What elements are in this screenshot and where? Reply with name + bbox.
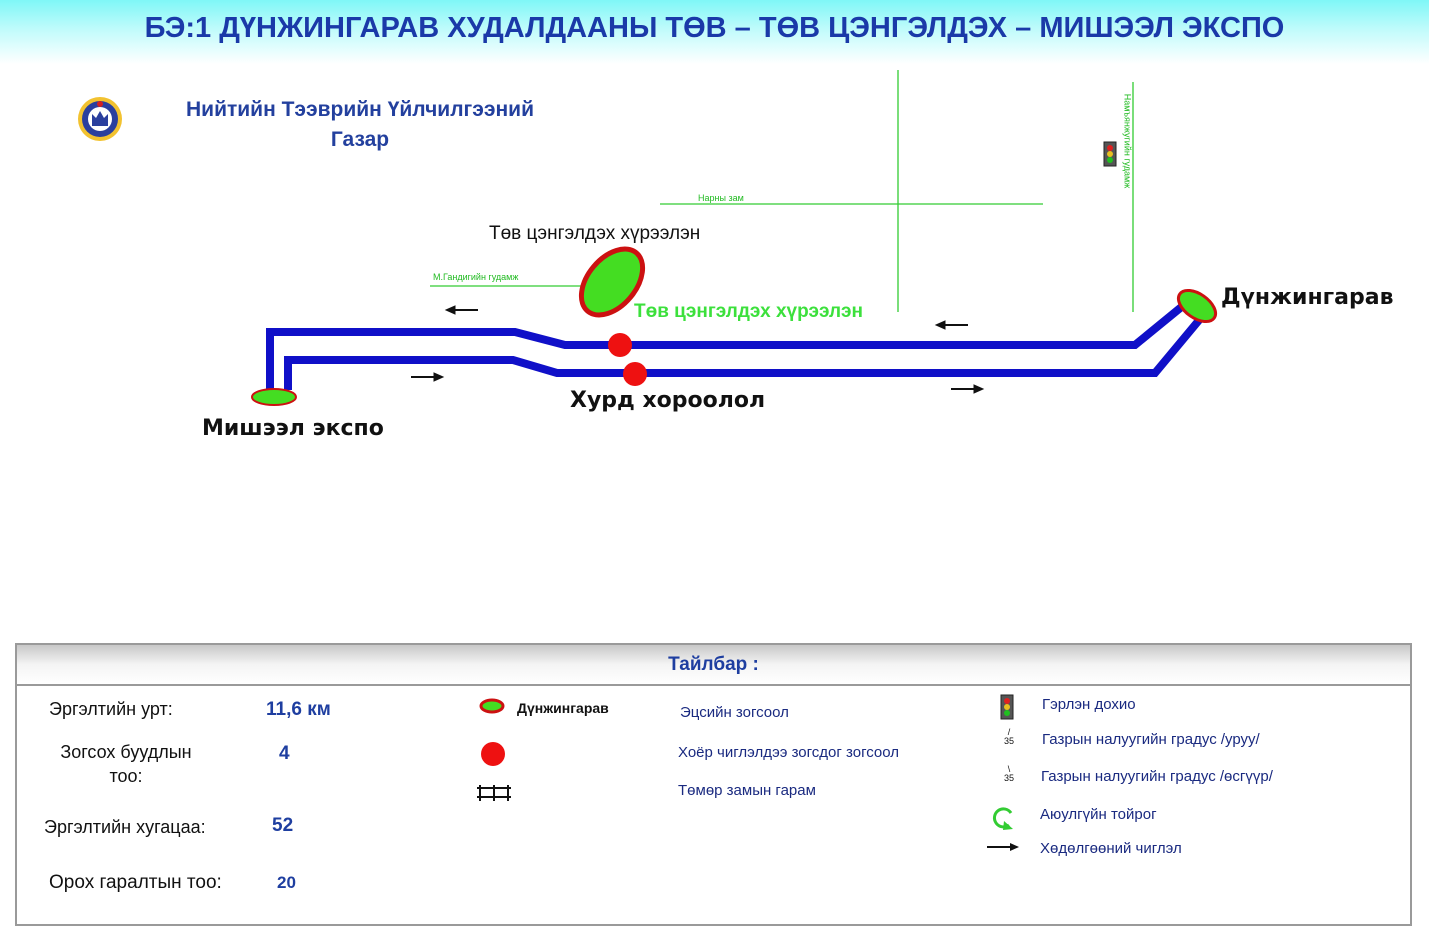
terminal-icon <box>478 697 506 715</box>
stat-trips-value: 20 <box>277 873 296 892</box>
direction-arrow-icon <box>411 373 443 381</box>
stat-stop-count-label-line2: тоо: <box>109 766 143 786</box>
route-line-inbound <box>288 313 1205 390</box>
roundabout-icon <box>989 805 1017 831</box>
slope-down-icon: / 35 <box>997 728 1021 746</box>
legend-terminal-desc: Эцсийн зогсоол <box>680 704 789 721</box>
street-narny-zam-label: Нарны зам <box>698 193 744 203</box>
street-gandi-label: М.Гандигийн гудамж <box>433 272 519 282</box>
legend-terminal-name: Дүнжингарав <box>517 700 609 716</box>
legend-title: Тайлбар : <box>668 654 759 675</box>
legend-panel <box>15 643 1412 926</box>
stat-stop-count-value: 4 <box>279 743 290 764</box>
legend-rail-desc: Төмөр замын гарам <box>678 782 816 799</box>
traffic-light-icon <box>1000 694 1014 720</box>
terminal-misheel-expo-label: Мишээл экспо <box>202 416 384 441</box>
stop-dot-lower <box>623 362 647 386</box>
stop-khurd-label: Хурд хороолол <box>570 388 766 413</box>
stat-route-length-value: 11,6 км <box>266 699 331 720</box>
legend-two-way-desc: Хоёр чиглэлдээ зогсдог зогсоол <box>678 744 899 761</box>
street-namyanju-label: Намъянжугийн гудамж <box>1122 93 1133 189</box>
slope-up-value: 35 <box>1003 773 1014 783</box>
direction-arrow-icon <box>951 385 983 393</box>
stat-stop-count-label <box>51 742 201 787</box>
legend-slope-down: Газрын налуугийн градус /уруу/ <box>1042 731 1260 748</box>
stop-dot-upper <box>608 333 632 357</box>
slope-down-value: 35 <box>1003 736 1014 746</box>
legend-slope-up: Газрын налуугийн градус /өсгүүр/ <box>1041 768 1273 785</box>
legend-direction: Хөдөлгөөний чиглэл <box>1040 840 1182 857</box>
stadium-stop-label: Төв цэнгэлдэх хүрээлэн <box>634 301 864 322</box>
stat-route-length-label: Эргэлтийн урт: <box>49 699 173 719</box>
legend-header <box>17 645 1410 686</box>
route-title: БЭ:1 ДҮНЖИНГАРАВ ХУДАЛДААНЫ ТӨВ – ТӨВ ЦЭНГЭЛДЭХ – МИШЭЭЛ ЭКСПО <box>144 12 1285 44</box>
stadium-label: Төв цэнгэлдэх хүрээлэн <box>489 223 701 244</box>
direction-arrow-icon <box>936 321 968 329</box>
slope-up-icon: \ 35 <box>997 765 1021 783</box>
direction-arrow-icon <box>986 841 1020 853</box>
terminal-misheel-expo-marker <box>252 389 296 405</box>
stat-stop-count-label-line1: Зогсох буудлын <box>60 742 192 762</box>
stop-dot-icon <box>479 740 507 768</box>
terminal-dunjingarav-label: Дүнжингарав <box>1221 285 1394 310</box>
stat-duration-value: 52 <box>272 815 294 836</box>
stat-duration-label: Эргэлтийн хугацаа: <box>44 817 206 837</box>
railway-crossing-icon <box>475 784 513 802</box>
agency-name-line1: Нийтийн Тээврийн Үйлчилгээний <box>186 98 534 121</box>
legend-traffic-light: Гэрлэн дохио <box>1042 696 1136 713</box>
agency-name-line2: Газар <box>330 128 390 151</box>
direction-arrow-icon <box>446 306 478 314</box>
stat-trips-label: Орох гаралтын тоо: <box>49 872 222 893</box>
traffic-light-icon <box>1104 142 1116 166</box>
legend-roundabout: Аюулгүйн тойрог <box>1040 806 1157 823</box>
